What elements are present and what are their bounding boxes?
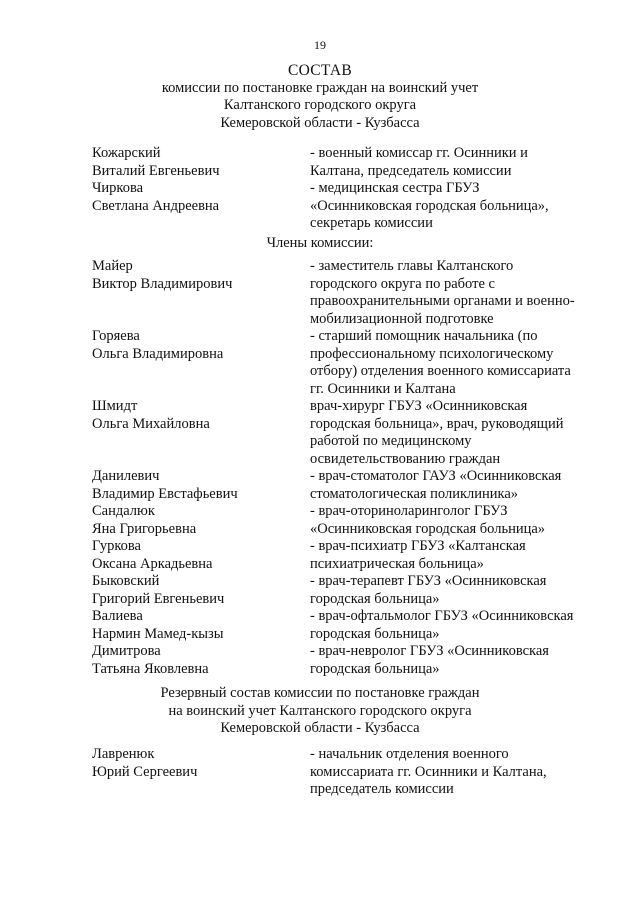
- list-item: [92, 573, 602, 608]
- person-name: Майер Виктор Владимирович: [92, 258, 233, 292]
- person-role: - врач-терапевт ГБУЗ «Осинниковская городская больница»: [310, 573, 547, 607]
- reserve-list: [92, 746, 602, 799]
- list-item: [92, 643, 602, 678]
- person-role: - военный комиссар гг. Осинники и Калтана, председатель комиссии: [310, 145, 528, 179]
- person-role: - врач-оториноларинголог ГБУЗ «Осинниковская городская больница»: [310, 503, 546, 537]
- leadership-list: [92, 145, 602, 233]
- list-item: [92, 468, 602, 503]
- list-item: [92, 180, 602, 233]
- person-name: Кожарский Виталий Евгеньевич: [92, 145, 220, 179]
- title-line: Кемеровской области - Кузбасса: [220, 114, 420, 131]
- title-line: комиссии по постановке граждан на воинский учет: [161, 79, 479, 96]
- page-number: 19: [314, 38, 326, 52]
- person-role: - врач-офтальмолог ГБУЗ «Осинниковская городская больница»: [310, 608, 574, 642]
- list-item: [92, 258, 602, 328]
- members-list: [92, 258, 602, 678]
- title-line: Калтанского городского округа: [223, 97, 417, 113]
- person-role: - старший помощник начальника (по профессиональному психологическому отбору) отделения военного комиссариата гг. Осинники и Калтана: [310, 328, 571, 397]
- person-name: Шмидт Ольга Михайловна: [92, 398, 210, 432]
- list-item: [92, 398, 602, 468]
- person-name: Чиркова Светлана Андреевна: [92, 180, 220, 214]
- list-item: [92, 746, 602, 799]
- person-name: Лавренюк Юрий Сергеевич: [92, 746, 198, 780]
- list-item: [92, 328, 602, 398]
- reserve-heading: Резервный состав комиссии по постановке граждан на воинский учет Калтанского городского округа Кемеровской области - Кузбасса: [160, 685, 480, 736]
- person-role: врач-хирург ГБУЗ «Осинниковская городская больница», врач, руководящий работой по медицинскому освидетельствованию граждан: [310, 398, 564, 467]
- person-role: - врач-стоматолог ГАУЗ «Осинниковская стоматологическая поликлиника»: [310, 468, 562, 502]
- person-name: Данилевич Владимир Евстафьевич: [92, 468, 238, 502]
- list-item: [92, 608, 602, 643]
- person-name: Сандалюк Яна Григорьевна: [92, 503, 197, 537]
- list-item: [92, 503, 602, 538]
- list-item: [92, 145, 602, 180]
- person-role: - начальник отделения военного комиссариата гг. Осинники и Калтана, председатель комиссии: [310, 746, 547, 797]
- person-role: - врач-невролог ГБУЗ «Осинниковская городская больница»: [310, 643, 549, 677]
- members-heading: Члены комиссии:: [266, 235, 374, 251]
- title-heading: СОСТАВ: [287, 62, 353, 79]
- person-name: Димитрова Татьяна Яковлевна: [92, 643, 209, 677]
- list-item: [92, 538, 602, 573]
- document-title: [0, 62, 640, 132]
- person-name: Быковский Григорий Евгеньевич: [92, 573, 225, 607]
- person-role: - врач-психиатр ГБУЗ «Калтанская психиатрическая больница»: [310, 538, 526, 572]
- person-role: - заместитель главы Калтанского городского округа по работе с правоохранительными органами и военно- мобилизационной подготовке: [310, 258, 575, 327]
- person-name: Горяева Ольга Владимировна: [92, 328, 224, 362]
- person-name: Гуркова Оксана Аркадьевна: [92, 538, 213, 572]
- person-name: Валиева Нармин Мамед-кызы: [92, 608, 224, 642]
- person-role: - медицинская сестра ГБУЗ «Осинниковская городская больница», секретарь комиссии: [310, 180, 549, 231]
